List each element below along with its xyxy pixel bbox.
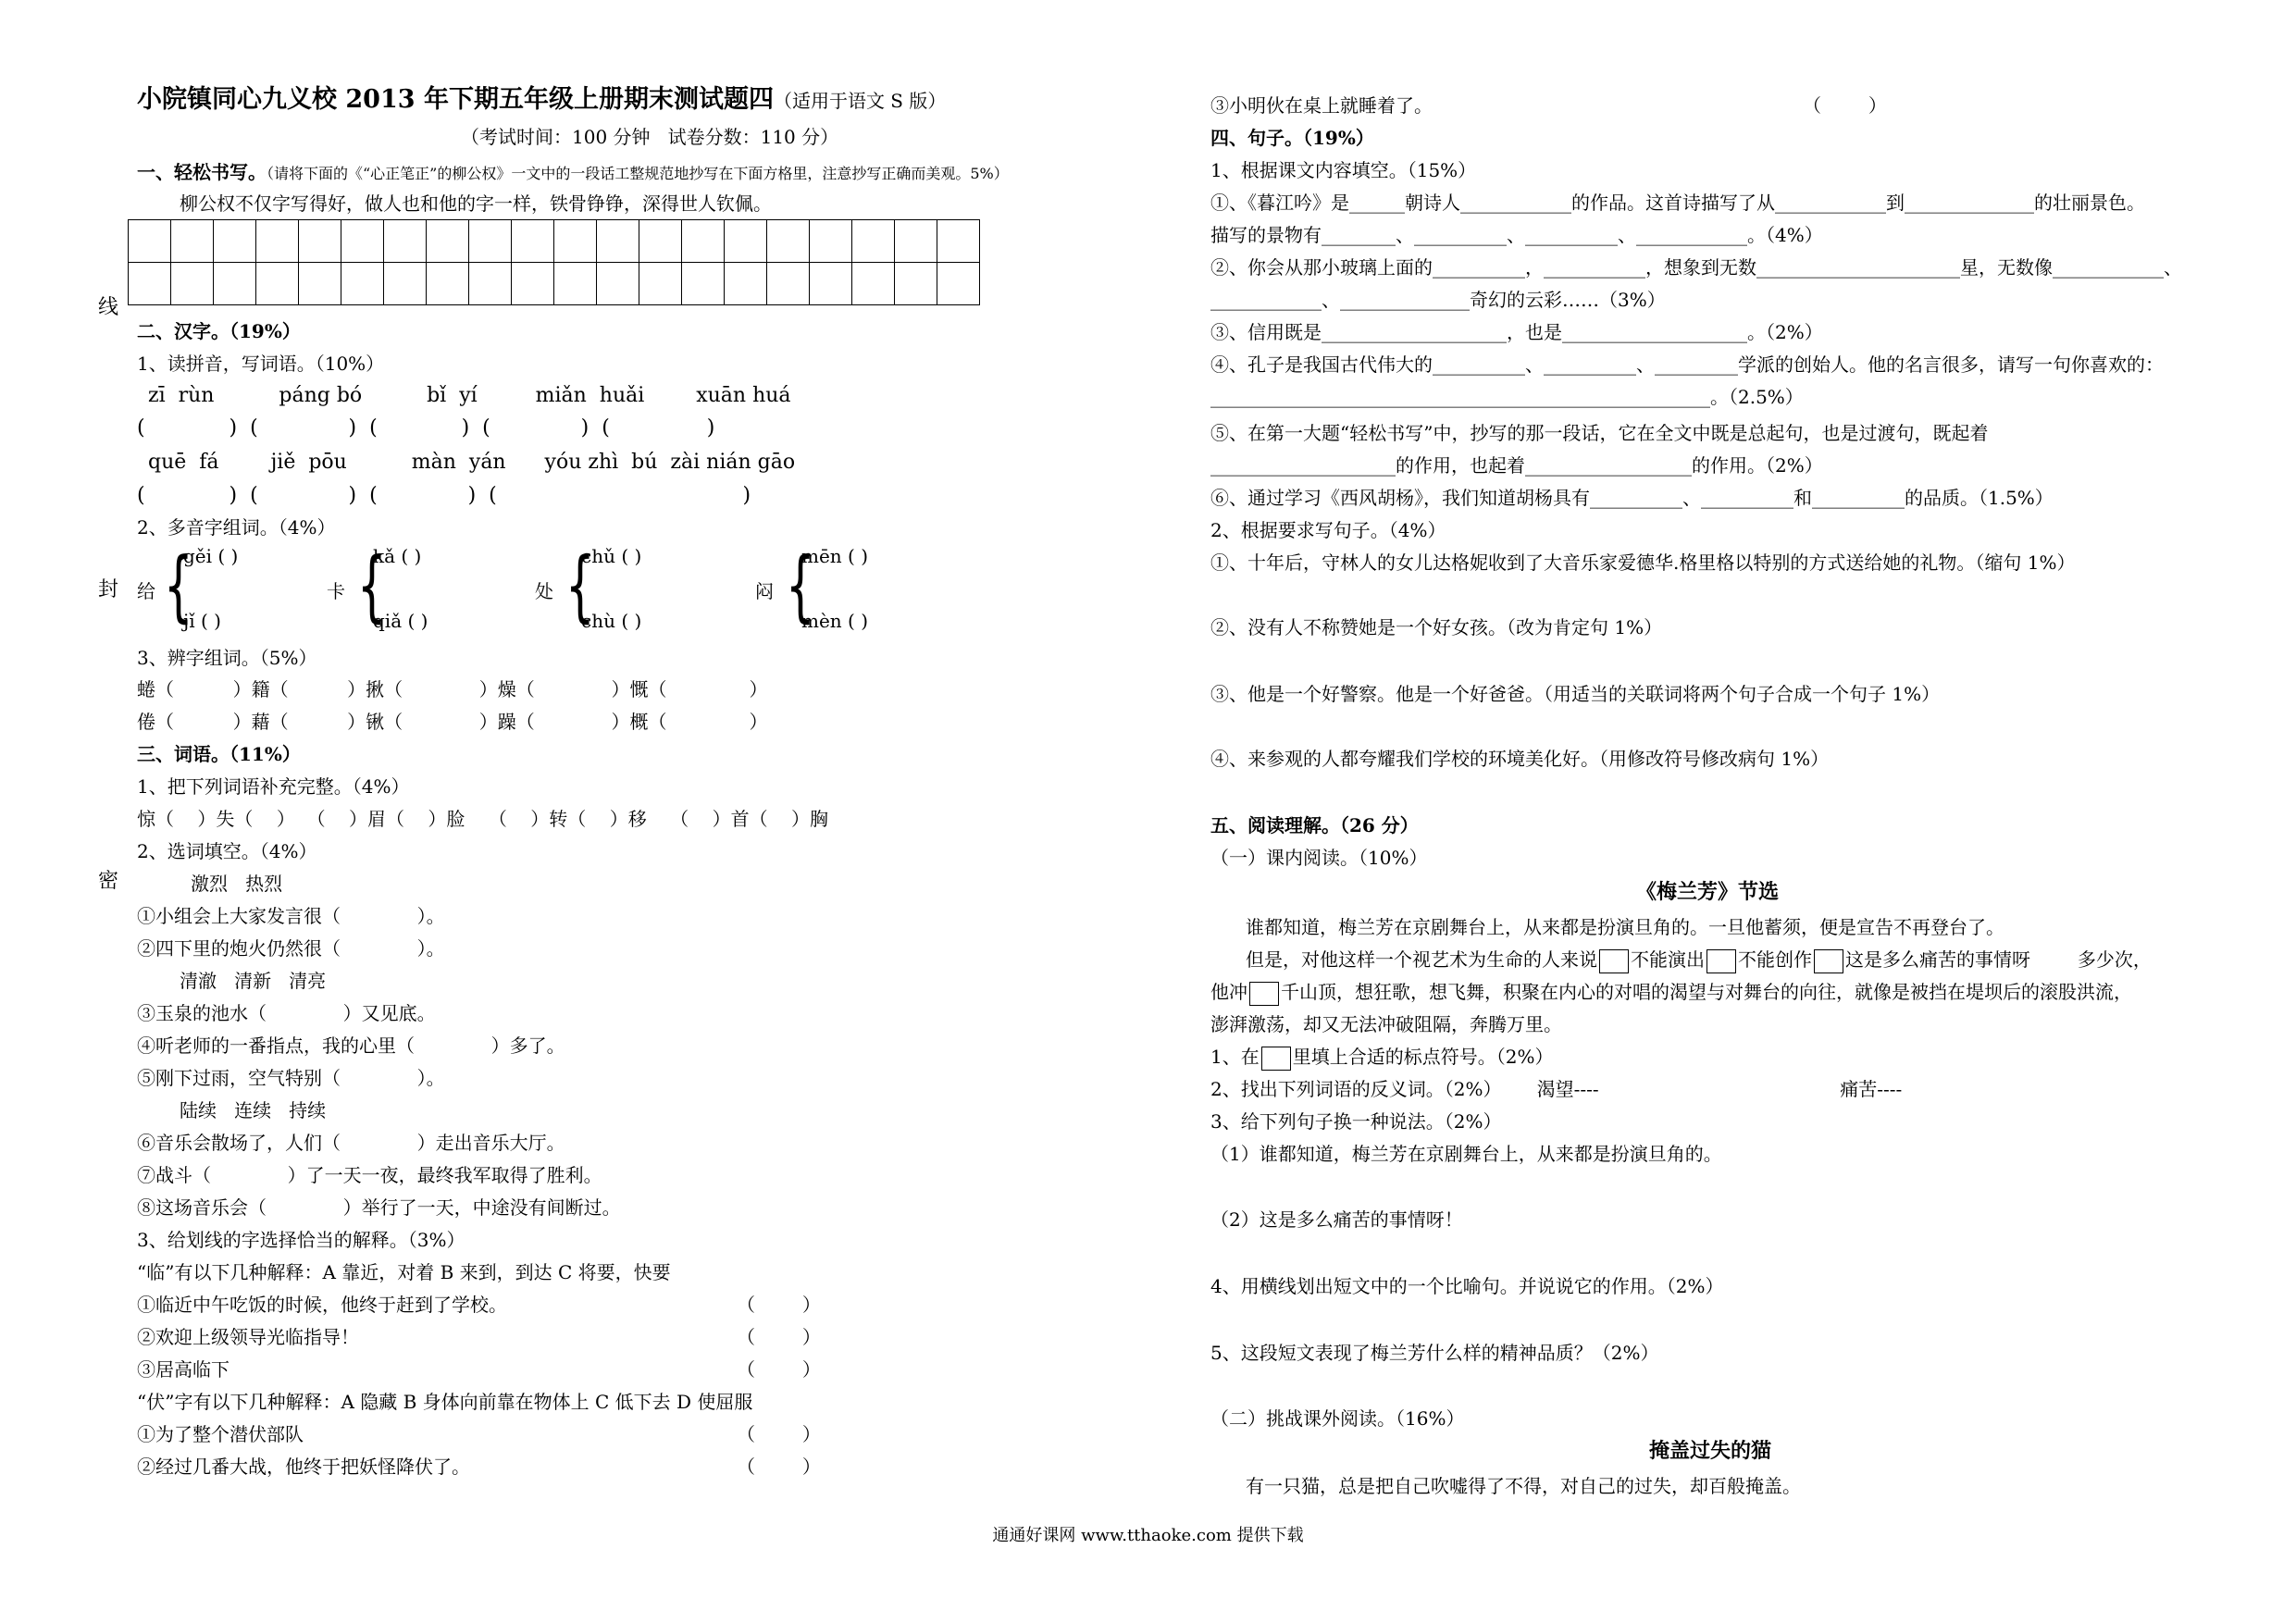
grid-cell[interactable] xyxy=(341,220,384,263)
polyphone-char: 闷 xyxy=(755,580,774,602)
grid-cell[interactable] xyxy=(214,220,256,263)
polyphone-group-1 xyxy=(137,540,359,638)
grid-cell[interactable] xyxy=(682,220,725,263)
grid-row xyxy=(129,263,980,305)
grid-cell[interactable] xyxy=(299,263,341,305)
fill-item-6[interactable]: ⑥音乐会散场了，人们（ ）走出音乐大厅。 xyxy=(137,1132,565,1154)
fu-item-2: ②经过几番大战，他终于把妖怪降伏了。 xyxy=(137,1456,470,1478)
rewrite-question: 2、根据要求写句子。（4%） xyxy=(1210,519,1446,541)
section-1-heading: 一、轻松书写。（请将下面的《“心正笔正”的柳公权》一文中的一段话工整规范地抄写在下面方格里，注意抄写正确而美观。5%） xyxy=(137,161,1009,183)
word-choices-1: 激烈 热烈 xyxy=(191,873,283,895)
pinyin-question: 1、读拼音，写词语。（10%） xyxy=(137,353,385,375)
margin-mark-mi: 密 xyxy=(98,870,119,893)
section-4-heading: 四、句子。（19%） xyxy=(1210,127,1374,149)
punctuation-box-sample xyxy=(1261,1047,1291,1071)
answer-parens-row-2[interactable]: ( ) ( ) ( ) ( ) xyxy=(137,484,751,507)
grid-cell[interactable] xyxy=(852,220,895,263)
fill-item-4[interactable]: ④听老师的一番指点，我的心里（ ）多了。 xyxy=(137,1035,565,1057)
polyphone-group-3 xyxy=(535,540,757,638)
polyphone-top[interactable]: gěi ( ) xyxy=(183,545,239,567)
grid-cell[interactable] xyxy=(512,220,554,263)
polyphone-question: 2、多音字组词。（4%） xyxy=(137,516,336,539)
grid-cell[interactable] xyxy=(852,263,895,305)
idiom-question: 1、把下列词语补充完整。（4%） xyxy=(137,775,410,798)
grid-cell[interactable] xyxy=(810,220,852,263)
polyphone-top[interactable]: mēn ( ) xyxy=(801,545,869,567)
grid-cell[interactable] xyxy=(384,220,427,263)
word-choices-2: 清澈 清新 清亮 xyxy=(180,970,327,992)
brace-icon: { xyxy=(565,540,595,631)
grid-cell[interactable] xyxy=(682,263,725,305)
fill-item-8[interactable]: ⑧这场音乐会（ ）举行了一天，中途没有间断过。 xyxy=(137,1196,621,1219)
explain-question: 3、给划线的字选择恰当的解释。（3%） xyxy=(137,1229,465,1251)
grid-cell[interactable] xyxy=(341,263,384,305)
fill-item-5[interactable]: ⑤刚下过雨，空气特别（ ）。 xyxy=(137,1067,445,1089)
lin-answer-3[interactable]: （ ） xyxy=(737,1358,821,1381)
grid-cell[interactable] xyxy=(597,220,639,263)
fill-item-7[interactable]: ⑦战斗（ ）了一天一夜，最终我军取得了胜利。 xyxy=(137,1164,602,1186)
pinyin-row-2: quē fá jiě pōu màn yán yóu zhì bú zài nián gāo xyxy=(148,451,796,474)
grid-cell[interactable] xyxy=(427,220,469,263)
grid-cell[interactable] xyxy=(895,220,937,263)
fu-item-1: ①为了整个潜伏部队 xyxy=(137,1423,304,1445)
polyphone-top[interactable]: kǎ ( ) xyxy=(373,545,422,567)
brace-icon: { xyxy=(785,540,815,631)
fu-definitions: “伏”字有以下几种解释：A 隐藏 B 身体向前靠在物体上 C 低下去 D 使屈服 xyxy=(137,1391,753,1413)
section-2-heading: 二、汉字。（19%） xyxy=(137,320,301,342)
grid-cell[interactable] xyxy=(767,263,810,305)
recall-question: 1、根据课文内容填空。（15%） xyxy=(1210,159,1477,181)
reading-part-2: （二）挑战课外阅读。（16%） xyxy=(1210,1407,1465,1430)
section-3-heading: 三、词语。（11%） xyxy=(137,743,301,765)
grid-cell[interactable] xyxy=(256,263,299,305)
recall-item-e[interactable]: ③、信用既是____________________，也是____________________。（2%） xyxy=(1210,321,1823,343)
passage-1-line-4: 澎湃激荡，却又无法冲破阻隔，奔腾万里。 xyxy=(1210,1013,1562,1035)
reading-q1: 1、在 里填上合适的标点符号。（2%） xyxy=(1210,1045,1553,1071)
grid-cell[interactable] xyxy=(810,263,852,305)
reading-part-1: （一）课内阅读。（10%） xyxy=(1210,847,1428,869)
grid-cell[interactable] xyxy=(214,263,256,305)
margin-mark-feng: 封 xyxy=(98,578,119,601)
grid-cell[interactable] xyxy=(299,220,341,263)
idiom-line[interactable]: 惊（ ）失（ ） （ ）眉（ ）脸 （ ）转（ ）移 （ ）首（ ）胸 xyxy=(137,808,829,830)
grid-cell[interactable] xyxy=(937,263,980,305)
recall-item-d[interactable]: ____________、______________奇幻的云彩……（3%） xyxy=(1210,289,1666,311)
recall-item-c[interactable]: ②、你会从那小玻璃上面的__________，___________，想象到无数______________________星，无数像____________、 xyxy=(1210,256,2182,279)
passage-1-line-1: 谁都知道，梅兰芳在京剧舞台上，从来都是扮演旦角的。一旦他蓄须，便是宣告不再登台了。 xyxy=(1246,916,2004,938)
polyphone-bottom[interactable]: chù ( ) xyxy=(581,610,642,632)
rewrite-item-1: ①、十年后，守林人的女儿达格妮收到了大音乐家爱德华.格里格以特别的方式送给她的礼物。（缩句 1%） xyxy=(1210,551,2076,574)
passage-1-line-2: 但是，对他这样一个视艺术为生命的人来说 不能演出 不能创作 这是多么痛苦的事情呀 多少次， xyxy=(1246,948,2152,973)
recall-item-i[interactable]: ____________________的作用，也起着__________________的作用。（2%） xyxy=(1210,454,1823,477)
recall-item-a[interactable]: ①、《暮江吟》是______朝诗人____________的作品。这首诗描写了从____________到______________的壮丽景色。 xyxy=(1210,192,2145,214)
polyphone-bottom[interactable]: qiǎ ( ) xyxy=(373,610,428,632)
recall-item-f[interactable]: ④、孔子是我国古代伟大的__________、__________、_________学派的创始人。他的名言很多，请写一句你喜欢的： xyxy=(1210,353,2164,376)
copy-text: 柳公权不仅字写得好，做人也和他的字一样，铁骨铮铮，深得世人钦佩。 xyxy=(180,192,772,215)
grid-cell[interactable] xyxy=(639,220,682,263)
reading-q4: 4、用横线划出短文中的一个比喻句。并说说它的作用。（2%） xyxy=(1210,1275,1724,1297)
grid-cell[interactable] xyxy=(937,220,980,263)
bianzi-row-2[interactable]: 倦（ ）藉（ ）锹（ ）躁（ ）概（ ） xyxy=(137,711,768,733)
polyphone-bottom[interactable]: jǐ ( ) xyxy=(183,610,221,632)
lin-answer-2[interactable]: （ ） xyxy=(737,1326,821,1348)
rewrite-item-2: ②、没有人不称赞她是一个好女孩。（改为肯定句 1%） xyxy=(1210,616,1663,638)
grid-cell[interactable] xyxy=(597,263,639,305)
page-footer: 通通好课网 www.tthaoke.com 提供下载 xyxy=(992,1526,1304,1545)
reading-q3: 3、给下列句子换一种说法。（2%） xyxy=(1210,1110,1502,1133)
fu-answer-1[interactable]: （ ） xyxy=(737,1423,821,1445)
exam-title: 小院镇同心九义校 2013 年下期五年级上册期末测试题四（适用于语文 S 版） xyxy=(137,85,947,114)
grid-cell[interactable] xyxy=(725,220,767,263)
writing-grid[interactable] xyxy=(128,219,980,305)
passage-1-title: 《梅兰芳》节选 xyxy=(1636,880,1780,904)
grid-cell[interactable] xyxy=(129,220,171,263)
fu-answer-2[interactable]: （ ） xyxy=(737,1456,821,1478)
punctuation-box[interactable] xyxy=(1249,982,1279,1006)
exam-info: （考试时间：100 分钟 试卷分数：110 分） xyxy=(461,126,839,148)
recall-item-b[interactable]: 描写的景物有________、__________、__________、____________。（4%） xyxy=(1210,224,1823,246)
recall-item-g[interactable]: ______________________________________________________。（2.5%） xyxy=(1210,386,1804,408)
brace-icon: { xyxy=(163,540,193,631)
reading-q5: 5、这段短文表现了梅兰芳什么样的精神品质？（2%） xyxy=(1210,1342,1659,1364)
reading-q3-2: （2）这是多么痛苦的事情呀！ xyxy=(1210,1208,1463,1231)
recall-item-h: ⑤、在第一大题“轻松书写”中，抄写的那一段话，它在全文中既是总起句，也是过渡句，既起着 xyxy=(1210,422,1989,444)
polyphone-char: 卡 xyxy=(327,580,345,602)
grid-cell[interactable] xyxy=(469,220,512,263)
grid-cell[interactable] xyxy=(639,263,682,305)
word-choices-3: 陆续 连续 持续 xyxy=(180,1099,327,1121)
grid-cell[interactable] xyxy=(256,220,299,263)
answer-parens-row-1[interactable]: ( ) ( ) ( ) ( ) ( ) xyxy=(137,416,715,440)
grid-cell[interactable] xyxy=(427,263,469,305)
passage-1-line-3: 他冲 千山顶，想狂歌，想飞舞，积聚在内心的对唱的渴望与对舞台的向往，就像是被挡在堤坝后的滚股洪流， xyxy=(1210,980,2132,1006)
fill-item-3[interactable]: ③玉泉的池水（ ）又见底。 xyxy=(137,1002,436,1024)
polyphone-bottom[interactable]: mèn ( ) xyxy=(801,610,869,632)
grid-cell[interactable] xyxy=(171,263,214,305)
lin-item-2: ②欢迎上级领导光临指导！ xyxy=(137,1326,359,1348)
punctuation-box[interactable] xyxy=(1814,949,1843,973)
grid-cell[interactable] xyxy=(767,220,810,263)
fill-item-1[interactable]: ①小组会上大家发言很（ ）。 xyxy=(137,905,445,927)
lin-answer-1[interactable]: （ ） xyxy=(737,1294,821,1316)
grid-cell[interactable] xyxy=(895,263,937,305)
right-item-0-answer[interactable]: （ ） xyxy=(1803,94,1887,117)
grid-cell[interactable] xyxy=(512,263,554,305)
polyphone-top[interactable]: chǔ ( ) xyxy=(581,545,642,567)
grid-cell[interactable] xyxy=(171,220,214,263)
passage-2-title: 掩盖过失的猫 xyxy=(1649,1439,1772,1463)
lin-definitions: “临”有以下几种解释：A 靠近，对着 B 来到，到达 C 将要，快要 xyxy=(137,1261,671,1283)
grid-cell[interactable] xyxy=(554,220,597,263)
reading-q3-1: （1）谁都知道，梅兰芳在京剧舞台上，从来都是扮演旦角的。 xyxy=(1210,1143,1722,1165)
lin-item-3: ③居高临下 xyxy=(137,1358,230,1381)
grid-cell[interactable] xyxy=(554,263,597,305)
reading-q2[interactable]: 2、找出下列词语的反义词。（2%） 渴望---- 痛苦---- xyxy=(1210,1078,1903,1100)
rewrite-item-3: ③、他是一个好警察。他是一个好爸爸。（用适当的关联词将两个句子合成一个句子 1%） xyxy=(1210,683,1941,705)
fill-item-2[interactable]: ②四下里的炮火仍然很（ ）。 xyxy=(137,937,445,960)
polyphone-char: 处 xyxy=(535,580,553,602)
section-5-heading: 五、阅读理解。（26 分） xyxy=(1210,814,1419,836)
grid-cell[interactable] xyxy=(384,263,427,305)
rewrite-item-4: ④、来参观的人都夸耀我们学校的环境美化好。（用修改符号修改病句 1%） xyxy=(1210,748,1830,770)
grid-cell[interactable] xyxy=(469,263,512,305)
punctuation-box[interactable] xyxy=(1706,949,1736,973)
brace-icon: { xyxy=(356,540,387,631)
pinyin-row-1: zī rùn páng bó bǐ yí miǎn huǎi xuān huá xyxy=(148,384,791,407)
lin-item-1: ①临近中午吃饭的时候，他终于赶到了学校。 xyxy=(137,1294,507,1316)
grid-cell[interactable] xyxy=(129,263,171,305)
grid-row xyxy=(129,220,980,263)
punctuation-box[interactable] xyxy=(1599,949,1629,973)
polyphone-group-2 xyxy=(327,540,549,638)
polyphone-char: 给 xyxy=(137,580,155,602)
passage-2-line-1: 有一只猫，总是把自己吹嘘得了不得，对自己的过失，却百般掩盖。 xyxy=(1246,1475,1801,1497)
grid-cell[interactable] xyxy=(725,263,767,305)
choose-word-question: 2、选词填空。（4%） xyxy=(137,840,317,862)
margin-mark-xian: 线 xyxy=(98,296,119,319)
right-item-0: ③小明伙在桌上就睡着了。 xyxy=(1210,94,1433,117)
recall-item-j[interactable]: ⑥、通过学习《西风胡杨》，我们知道胡杨具有__________、__________和__________的品质。（1.5%） xyxy=(1210,487,2054,509)
bianzi-row-1[interactable]: 蜷（ ）籍（ ）揪（ ）燥（ ）慨（ ） xyxy=(137,678,768,700)
bianzi-question: 3、辨字组词。（5%） xyxy=(137,647,317,669)
polyphone-group-4 xyxy=(755,540,1033,638)
